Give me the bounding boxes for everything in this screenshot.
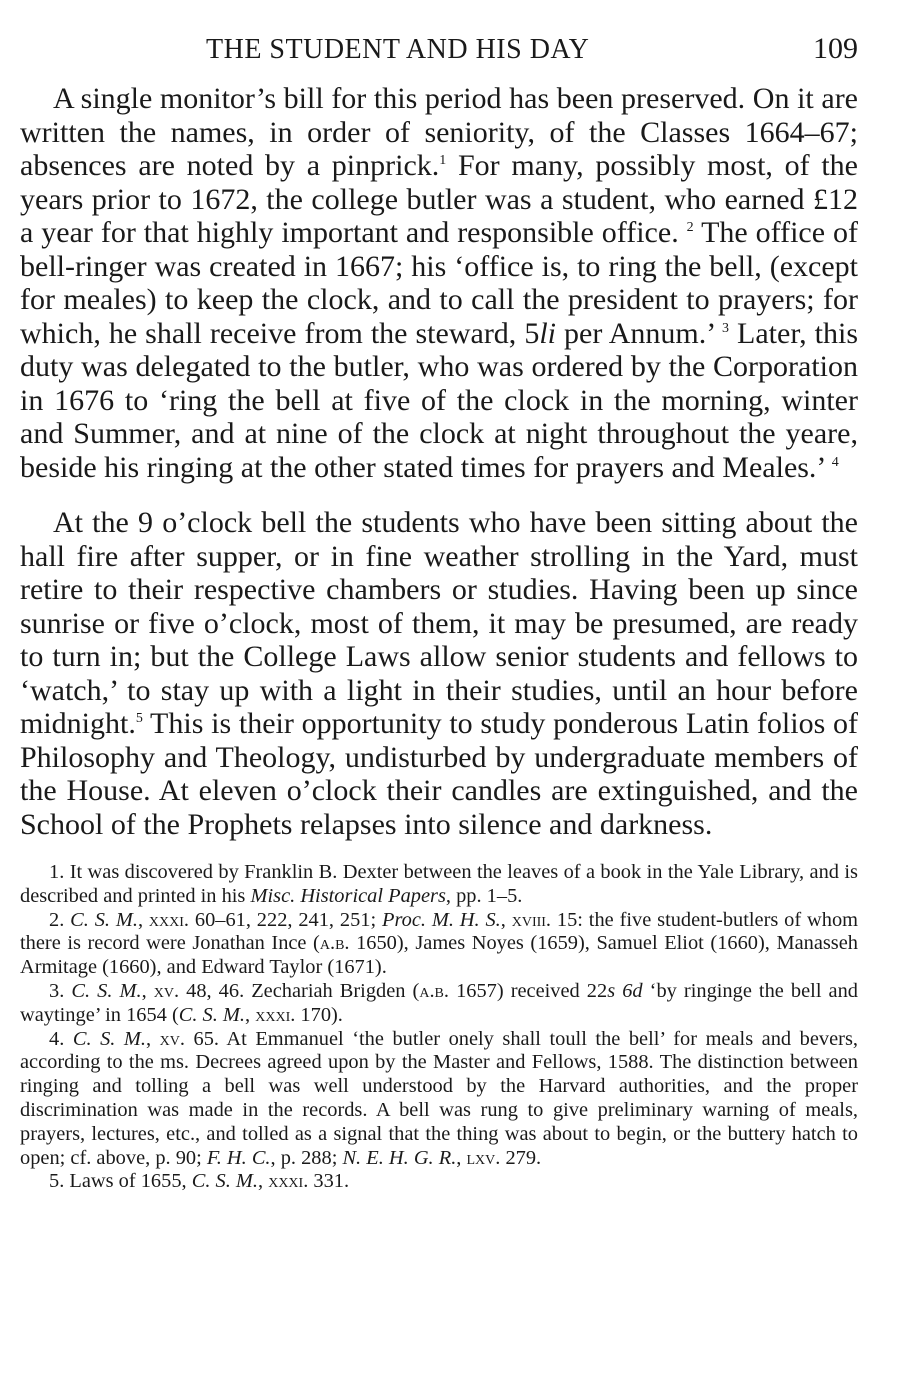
paragraph-1-text-5: Later, this duty was delegated to the butler, who was ordered by the Corporation in 1676 to ‘ring the bell at five of the clock in the morning, winter and Summer, and at nine of the clock at night throughout the yeare, beside his ringing at the other stated times for prayers and Meales.’: [20, 316, 858, 484]
footnote-text: ,: [258, 1170, 269, 1193]
footnote-italic: C. S. M.: [191, 1170, 258, 1193]
footnote-text: Laws of 1655,: [64, 1170, 192, 1193]
book-page: [20, 30, 858, 1194]
paragraph-1-text-4: per Annum.’: [556, 316, 723, 350]
footnote-text: ,: [500, 908, 512, 931]
footnote-text: , p. 288;: [270, 1146, 343, 1169]
footnote-ref-2: 2: [686, 220, 694, 235]
footnote-number: 5.: [49, 1170, 65, 1193]
paragraph-1-text-1: A single monitor’s bill for this period has been preserved. On it are written the names, in order of seniority, of the Classes 1664–67; absences are noted by a pinprick.: [20, 82, 858, 182]
footnote-text: ,: [456, 1146, 467, 1169]
page-number: 109: [813, 32, 858, 65]
footnote-ref-3: 3: [722, 320, 730, 336]
footnote-text: 48, 46. Zechariah Brigden (: [179, 979, 420, 1002]
footnote-text: 1657) received 22: [449, 979, 608, 1002]
footnote-ref-1: 1: [439, 153, 447, 168]
footnote-ref-5: 5: [135, 711, 143, 726]
paragraph-2-text-1: At the 9 o’clock bell the students who have been sitting about the hall fire after supper, or in fine weather strolling in the Yard, must retire to their respective chambers or studies. Having been up since sunrise or five o’clock, most of them, it may be presumed, are ready to turn in; but the College Laws allow senior students and fellows to ‘watch,’ to stay up with a light in their studies, until an hour before midnight.: [20, 506, 858, 740]
footnote-italic: F. H. C.: [206, 1146, 271, 1169]
body-paragraph-1: [20, 82, 858, 484]
footnote-smallcaps: lxv.: [466, 1146, 501, 1169]
paragraph-1-text-3: The office of bell-ringer was created in 1667; his ‘office is, to ring the bell, (except for meales) to keep the clock, and to call the president to prayers; for which, he shall receive from the steward, 5: [20, 216, 859, 350]
footnote-smallcaps: xv.: [153, 979, 180, 1002]
footnote-text: ,: [137, 908, 149, 931]
footnote-italic: Misc. Historical Papers: [250, 884, 446, 907]
footnote-2: [20, 909, 858, 980]
footnote-text: 170).: [295, 1003, 343, 1026]
footnote-italic: 6d: [622, 979, 643, 1002]
footnote-italic: C. S. M.: [64, 1027, 146, 1050]
footnote-italic: C. S. M.: [178, 1003, 246, 1026]
footnote-5: [20, 1170, 858, 1194]
footnote-text: It was discovered by Franklin B. Dexter between the leaves of a book in the Yale Library, and is described and printed in his: [20, 861, 858, 907]
footnote-3: [20, 980, 858, 1028]
footnote-ref-4: 4: [831, 454, 839, 470]
footnote-4: [20, 1028, 858, 1171]
footnote-text: , pp. 1–5.: [445, 884, 523, 907]
footnote-text: 15: the five student-butlers of whom there is record were Jonathan Ince (: [20, 908, 858, 955]
footnote-number: 4.: [49, 1027, 65, 1050]
footnote-number: 3.: [49, 979, 65, 1002]
footnote-smallcaps: a.b.: [319, 932, 350, 955]
paragraph-2-text-2: This is their opportunity to study ponderous Latin folios of Philosophy and Theology, undisturbed by undergraduate members of the House. At eleven o’clock their candles are extinguished, and the School of the Prophets relapses into silence and darkness.: [20, 707, 858, 841]
footnote-smallcaps: a.b.: [419, 979, 449, 1002]
footnote-italic: C. S. M.: [64, 908, 138, 931]
footnote-italic: Proc. M. H. S.: [382, 908, 501, 931]
footnote-italic: C. S. M.: [64, 979, 142, 1002]
paragraph-1-text-2: For many, possibly most, of the years prior to 1672, the college butler was a student, who earned £12 a year for that highly important and responsible office.: [20, 149, 858, 249]
footnote-1: [20, 861, 858, 909]
footnote-italic: s: [607, 979, 616, 1002]
footnote-smallcaps: xxxi.: [255, 1003, 296, 1026]
footnote-text: 65. At Emmanuel ‘the butler onely shall toull the bell’ for meals and bevers, according to the ms. Decrees agreed upon by the Master and Fellows, 1588. The distinction between ringing and tolling a bell was well understood by the Harvard authorities, and the proper discrimination was made in the records. A bell was rung to give preliminary warning of meals, prayers, lectures, etc., and tolled as a signal that the thing was about to begin, or the buttery hatch to open; cf. above, p. 90;: [20, 1027, 858, 1169]
footnote-smallcaps: xxxi.: [148, 908, 190, 931]
footnote-text: ,: [141, 979, 154, 1002]
footnote-text: 1650), James Noyes (1659), Samuel Eliot (1660), Manasseh Armitage (1660), and Edward Taylor (1671).: [20, 932, 858, 979]
paragraph-1-italic-li: li: [539, 316, 557, 350]
footnote-smallcaps: xv.: [159, 1027, 185, 1050]
footnote-text: ‘by ringinge the bell and waytinge’ in 1654 (: [20, 979, 858, 1026]
footnote-text: 279.: [500, 1146, 542, 1169]
footnote-number: 1.: [49, 861, 65, 883]
footnote-smallcaps: xviii.: [511, 908, 552, 931]
footnote-text: 60–61, 222, 241, 251;: [189, 908, 382, 931]
footnote-italic: N. E. H. G. R.: [342, 1146, 457, 1169]
footnote-text: ,: [146, 1027, 160, 1050]
footnote-smallcaps: xxxi.: [268, 1170, 309, 1193]
body-paragraph-2: [20, 506, 858, 841]
footnotes: [20, 861, 858, 1194]
running-title: THE STUDENT AND HIS DAY: [206, 34, 590, 65]
running-head: [20, 30, 858, 74]
footnote-text: 331.: [308, 1170, 350, 1193]
footnote-text: ,: [245, 1003, 256, 1026]
footnote-number: 2.: [49, 908, 65, 931]
